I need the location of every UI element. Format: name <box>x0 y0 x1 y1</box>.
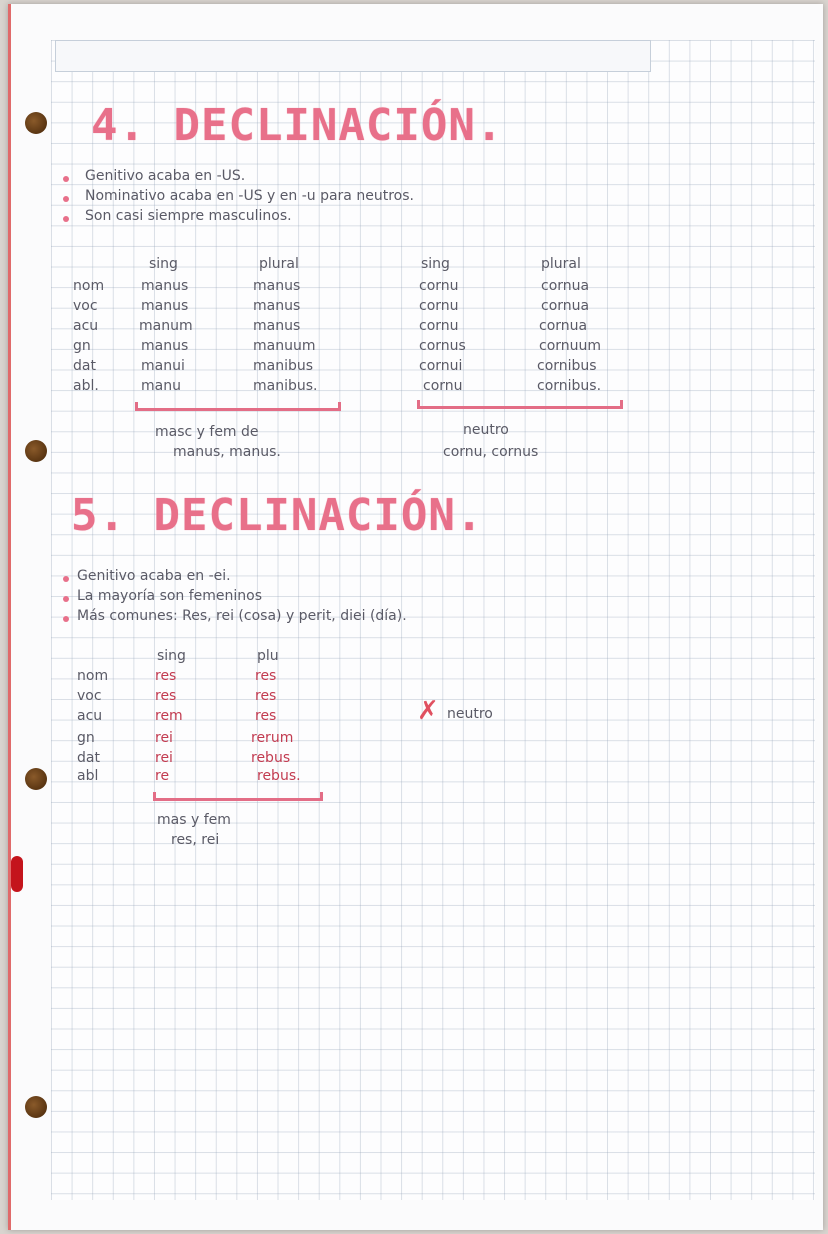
sing-form: cornu <box>419 318 459 334</box>
plural-form: cornuum <box>539 338 602 354</box>
cross-mark-icon: ✗ <box>417 696 439 726</box>
column-header: sing <box>149 256 178 272</box>
ink-blot <box>11 856 23 892</box>
sing-form: manum <box>139 318 193 334</box>
plural-form: res <box>255 688 277 704</box>
case-label: acu <box>77 708 103 724</box>
sing-form: rei <box>155 730 173 746</box>
bracket-underline <box>417 400 623 409</box>
sing-form: manui <box>141 358 185 374</box>
bullet-text: La mayoría son femeninos <box>77 588 263 604</box>
bracket-note: manus, manus. <box>173 444 281 460</box>
bracket-note: mas y fem <box>157 812 231 828</box>
binder-hole <box>25 112 47 134</box>
case-label: voc <box>77 688 102 704</box>
case-label: nom <box>73 278 105 294</box>
bullet-text: Son casi siempre masculinos. <box>85 208 292 224</box>
case-label: abl. <box>73 378 99 394</box>
bullet-dot <box>63 176 69 182</box>
bullet-text: Nominativo acaba en -US y en -u para neutros. <box>85 188 414 204</box>
case-label: dat <box>77 750 100 766</box>
plural-form: manuum <box>253 338 316 354</box>
plural-form: manibus. <box>253 378 318 394</box>
column-header: sing <box>157 648 186 664</box>
plural-form: res <box>255 708 277 724</box>
sing-form: cornu <box>423 378 463 394</box>
bullet-dot <box>63 616 69 622</box>
plural-form: res <box>255 668 277 684</box>
column-header: plural <box>541 256 581 272</box>
bullet-dot <box>63 196 69 202</box>
case-label: abl <box>77 768 99 784</box>
case-label: dat <box>73 358 96 374</box>
sing-form: cornui <box>419 358 463 374</box>
bracket-underline <box>135 402 341 411</box>
section-title: 5. DECLINACIÓN. <box>71 490 484 541</box>
plural-form: cornua <box>541 298 590 314</box>
sing-form: manus <box>141 278 189 294</box>
plural-form: rebus <box>251 750 291 766</box>
plural-form: cornua <box>539 318 588 334</box>
case-label: acu <box>73 318 99 334</box>
bracket-underline <box>153 792 323 801</box>
sing-form: rei <box>155 750 173 766</box>
bullet-text: Genitivo acaba en -ei. <box>77 568 231 584</box>
bracket-note: masc y fem de <box>155 424 259 440</box>
binder-hole <box>25 768 47 790</box>
notebook-page <box>8 4 823 1230</box>
sing-form: rem <box>155 708 183 724</box>
sing-form: res <box>155 668 177 684</box>
column-header: plural <box>259 256 299 272</box>
sing-form: re <box>155 768 170 784</box>
bullet-text: Genitivo acaba en -US. <box>85 168 246 184</box>
column-header: plu <box>257 648 279 664</box>
plural-form: cornibus. <box>537 378 602 394</box>
plural-form: rebus. <box>257 768 301 784</box>
bullet-dot <box>63 216 69 222</box>
plural-form: cornua <box>541 278 590 294</box>
plural-form: rerum <box>251 730 294 746</box>
bullet-dot <box>63 576 69 582</box>
section-title: 4. DECLINACIÓN. <box>91 100 504 151</box>
binder-hole <box>25 1096 47 1118</box>
plural-form: manibus <box>253 358 314 374</box>
case-label: voc <box>73 298 98 314</box>
case-label: gn <box>77 730 95 746</box>
no-neutro-label: neutro <box>447 706 493 722</box>
sing-form: res <box>155 688 177 704</box>
header-band <box>55 40 651 72</box>
bracket-note: neutro <box>463 422 509 438</box>
plural-form: manus <box>253 318 301 334</box>
sing-form: cornu <box>419 278 459 294</box>
sing-form: cornus <box>419 338 466 354</box>
sing-form: manus <box>141 338 189 354</box>
bracket-note: res, rei <box>171 832 220 848</box>
sing-form: cornu <box>419 298 459 314</box>
sing-form: manus <box>141 298 189 314</box>
plural-form: manus <box>253 278 301 294</box>
binder-hole <box>25 440 47 462</box>
column-header: sing <box>421 256 450 272</box>
bullet-text: Más comunes: Res, rei (cosa) y perit, diei (día). <box>77 608 407 624</box>
bracket-note: cornu, cornus <box>443 444 539 460</box>
plural-form: cornibus <box>537 358 597 374</box>
sing-form: manu <box>141 378 181 394</box>
case-label: gn <box>73 338 91 354</box>
plural-form: manus <box>253 298 301 314</box>
case-label: nom <box>77 668 109 684</box>
bullet-dot <box>63 596 69 602</box>
